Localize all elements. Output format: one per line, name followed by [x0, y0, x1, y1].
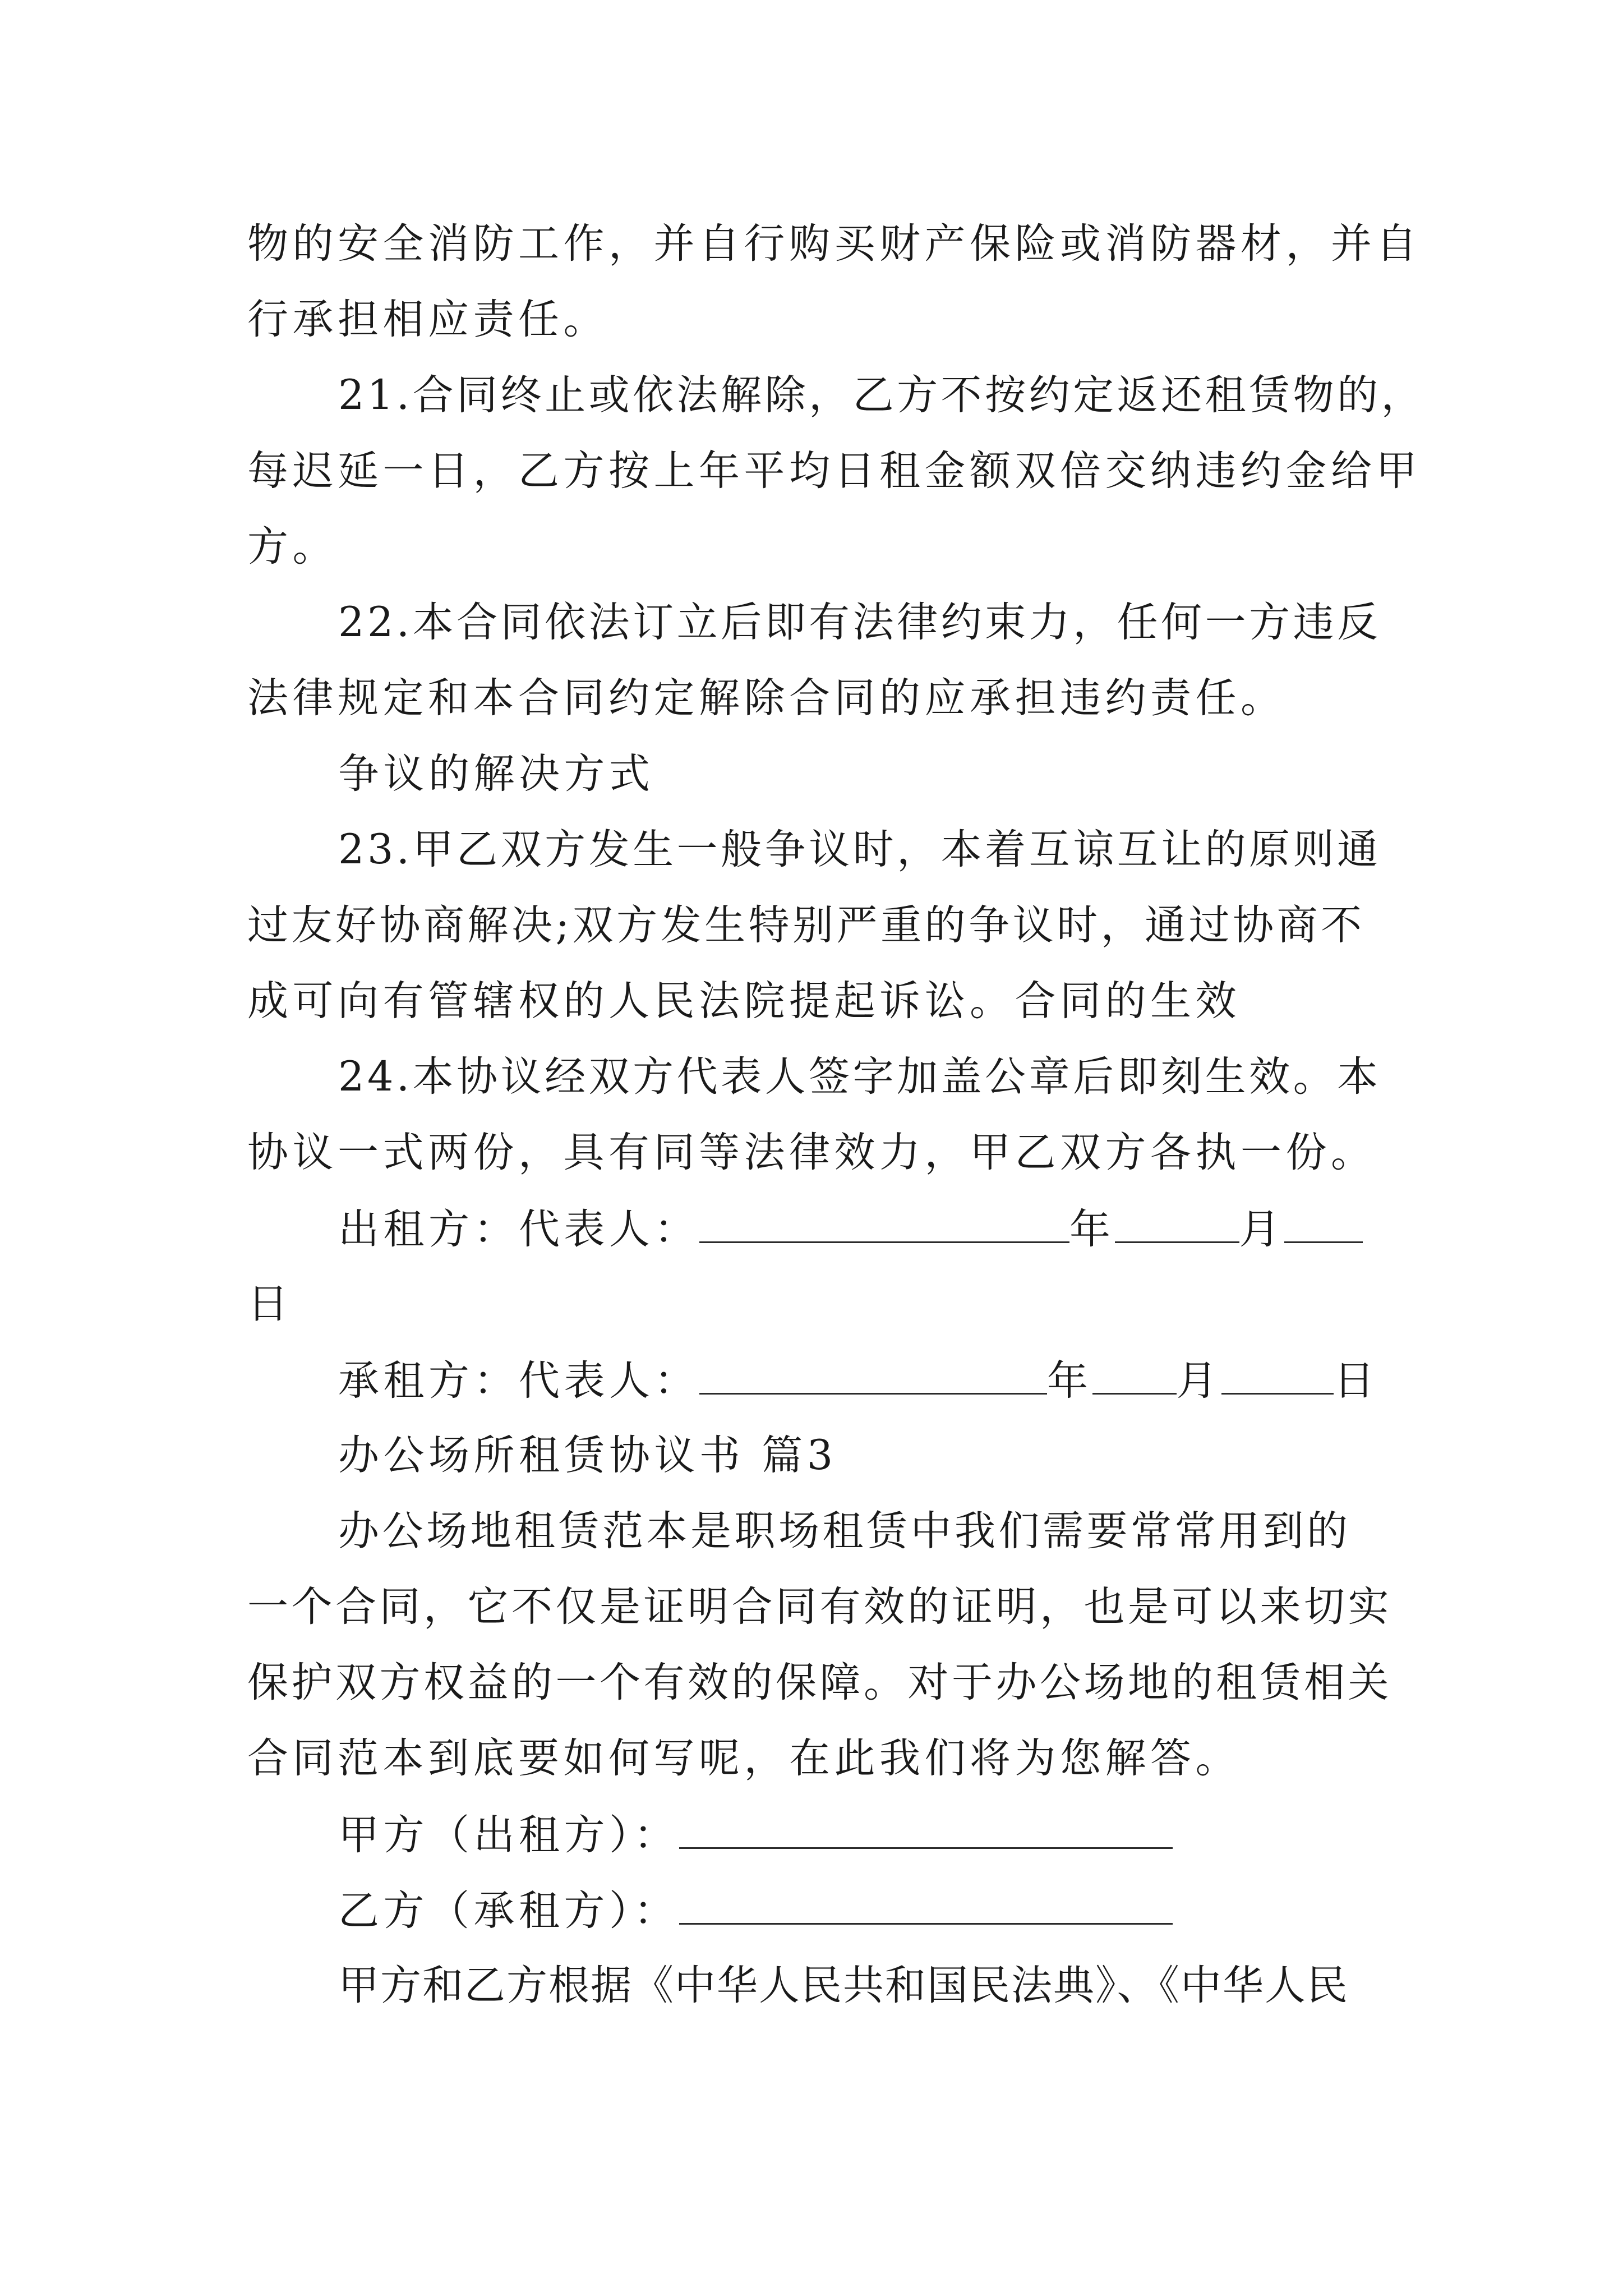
lessee-year-label: 年	[1047, 1357, 1092, 1405]
body-line: 每迟延一日，乙方按上年平均日租金额双倍交纳违约金给甲	[247, 447, 1421, 495]
clause-22-line: 22.本合同依法订立后即有法律约束力，任何一方违反	[338, 599, 1381, 646]
lessor-signature-line	[338, 1205, 1363, 1253]
body-line: 法律规定和本合同约定解除合同的应承担违约责任。	[247, 674, 1286, 722]
intro-line: 一个合同，它不仅是证明合同有效的证明，也是可以来切实	[247, 1583, 1392, 1631]
clause-21-line: 21.合同终止或依法解除，乙方不按约定返还租赁物的，	[338, 371, 1426, 419]
lessor-month-label: 月	[1239, 1205, 1284, 1253]
section-heading: 争议的解决方式	[338, 750, 654, 798]
party-b-label: 乙方（承租方）：	[338, 1887, 679, 1935]
party-b-line	[338, 1887, 1173, 1935]
lessor-month-blank	[1284, 1208, 1363, 1243]
lessee-month-label: 月	[1176, 1357, 1221, 1405]
intro-line: 合同范本到底要如何写呢，在此我们将为您解答。	[247, 1734, 1241, 1782]
lessee-year-blank	[1092, 1359, 1177, 1395]
body-line: 方。	[247, 523, 338, 570]
intro-line: 办公场地租赁范本是职场租赁中我们需要常常用到的	[338, 1507, 1351, 1555]
party-a-blank	[679, 1814, 1173, 1849]
body-line: 协议一式两份，具有同等法律效力，甲乙双方各执一份。	[247, 1129, 1376, 1176]
party-b-blank	[679, 1889, 1173, 1925]
body-line: 成可向有管辖权的人民法院提起诉讼。合同的生效	[247, 977, 1241, 1025]
lessee-day-label: 日	[1334, 1357, 1379, 1405]
party-a-label: 甲方（出租方）：	[338, 1811, 679, 1859]
lessor-year-label: 年	[1069, 1205, 1115, 1253]
body-line: 物的安全消防工作，并自行购买财产保险或消防器材，并自	[247, 220, 1421, 268]
lessor-day-label: 日	[247, 1280, 288, 1328]
body-line: 行承担相应责任。	[247, 296, 608, 343]
lessor-label: 出租方：代表人：	[338, 1205, 699, 1253]
lessor-name-blank	[699, 1208, 1069, 1243]
section-title: 办公场所租赁协议书 篇3	[338, 1432, 837, 1479]
lessee-month-blank	[1221, 1359, 1334, 1395]
lessee-signature-line	[338, 1357, 1379, 1405]
intro-line: 保护双方权益的一个有效的保障。对于办公场地的租赁相关	[247, 1659, 1392, 1706]
party-a-line	[338, 1811, 1173, 1859]
body-line: 过友好协商解决;双方发生特别严重的争议时，通过协商不	[247, 901, 1365, 949]
body-line: 甲方和乙方根据《中华人民共和国民法典》、《中华人民	[338, 1962, 1349, 2009]
clause-24-line: 24.本协议经双方代表人签字加盖公章后即刻生效。本	[338, 1053, 1381, 1101]
clause-23-line: 23.甲乙双方发生一般争议时，本着互谅互让的原则通	[338, 826, 1381, 873]
lessor-year-blank	[1115, 1208, 1239, 1243]
lessee-label: 承租方：代表人：	[338, 1357, 699, 1405]
lessee-name-blank	[699, 1359, 1047, 1395]
